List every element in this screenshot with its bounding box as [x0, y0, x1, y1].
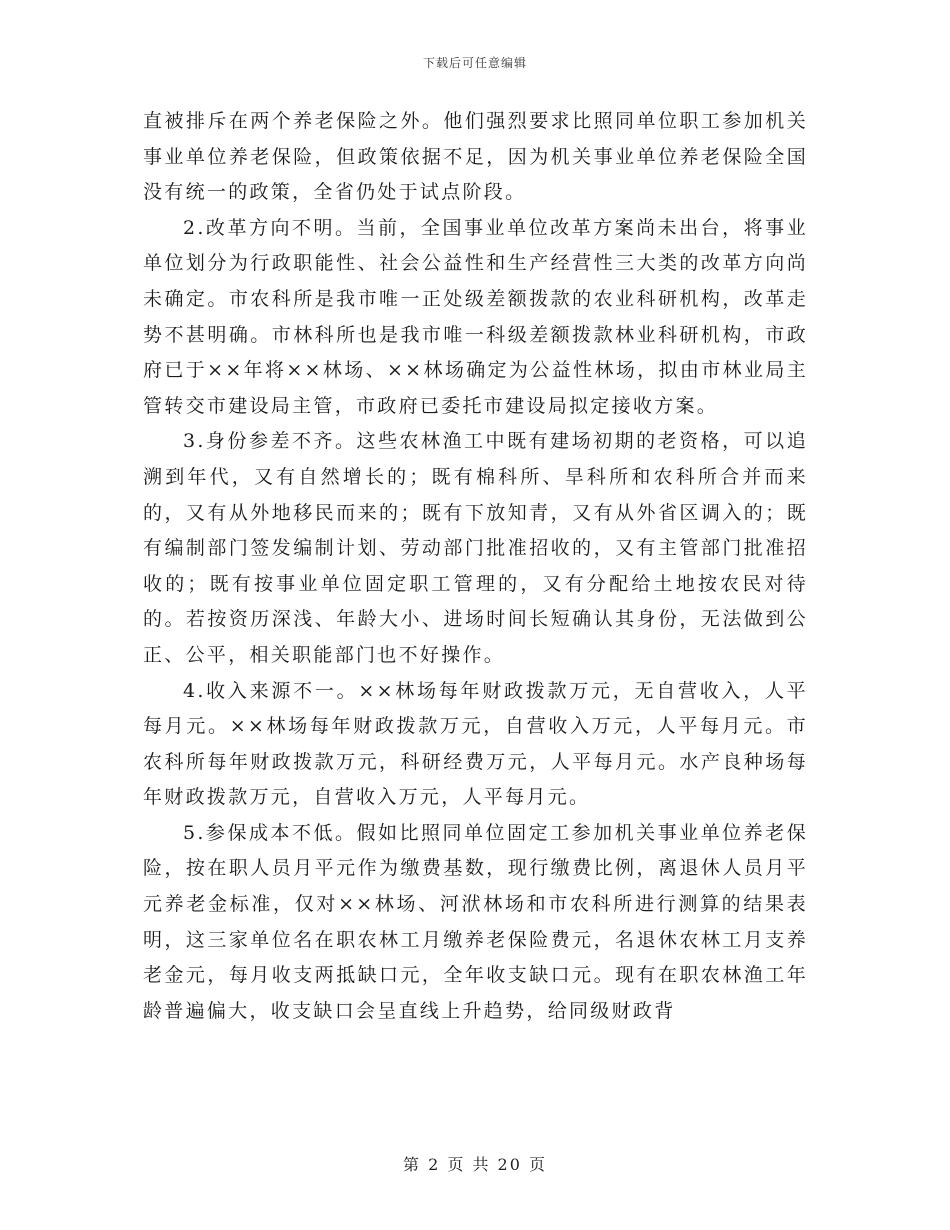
page-header: 下载后可任意编辑 — [422, 56, 527, 70]
paragraph-reform-direction: 2.改革方向不明。当前，全国事业单位改革方案尚未出台，将事业单位划分为行政职能性、社会公益性和生产经营性三大类的改革方向尚未确定。市农科所是我市唯一正处级差额拨款的农业科研机构，改革走势不甚明确。市林科所也是我市唯一科级差额拨款林业科研机构，市政府已于××年将××林场、××林场确定为公益性林场，拟由市林业局主管转交市建设局主管，市政府已委托市建设局拟定接收方案。 — [143, 216, 808, 417]
paragraph-insurance-cost: 5.参保成本不低。假如比照同单位固定工参加机关事业单位养老保险，按在职人员月平元作为缴费基数，现行缴费比例，离退休人员月平元养老金标准，仅对××林场、河洑林场和市农科所进行测算的结果表明，这三家单位名在职农林工月缴养老保险费元，名退休农林工月支养老金元，每月收支两抵缺口元，全年收支缺口元。现有在职农林渔工年龄普遍偏大，收支缺口会呈直线上升趋势，给同级财政背 — [143, 821, 808, 1022]
paragraph-continuation: 直被排斥在两个养老保险之外。他们强烈要求比照同单位职工参加机关事业单位养老保险，但政策依据不足，因为机关事业单位养老保险全国没有统一的政策，全省仍处于试点阶段。 — [143, 110, 808, 204]
page-number-footer: 第 2 页 共 20 页 — [403, 1155, 547, 1174]
document-body — [143, 104, 808, 1029]
paragraph-income-source: 4.收入来源不一。××林场每年财政拨款万元，无自营收入，人平每月元。××林场每年财政拨款万元，自营收入万元，人平每月元。市农科所每年财政拨款万元，科研经费万元，人平每月元。水产良种场每年财政拨款万元，自营收入万元，人平每月元。 — [143, 679, 808, 809]
paragraph-identity: 3.身份参差不齐。这些农林渔工中既有建场初期的老资格，可以追溯到年代，又有自然增长的；既有棉科所、旱科所和农科所合并而来的，又有从外地移民而来的；既有下放知青，又有从外省区调入的；既有编制部门签发编制计划、劳动部门批准招收的，又有主管部门批准招收的；既有按事业单位固定职工管理的，又有分配给土地按农民对待的。若按资历深浅、年龄大小、进场时间长短确认其身份，无法做到公正、公平，相关职能部门也不好操作。 — [143, 430, 808, 666]
